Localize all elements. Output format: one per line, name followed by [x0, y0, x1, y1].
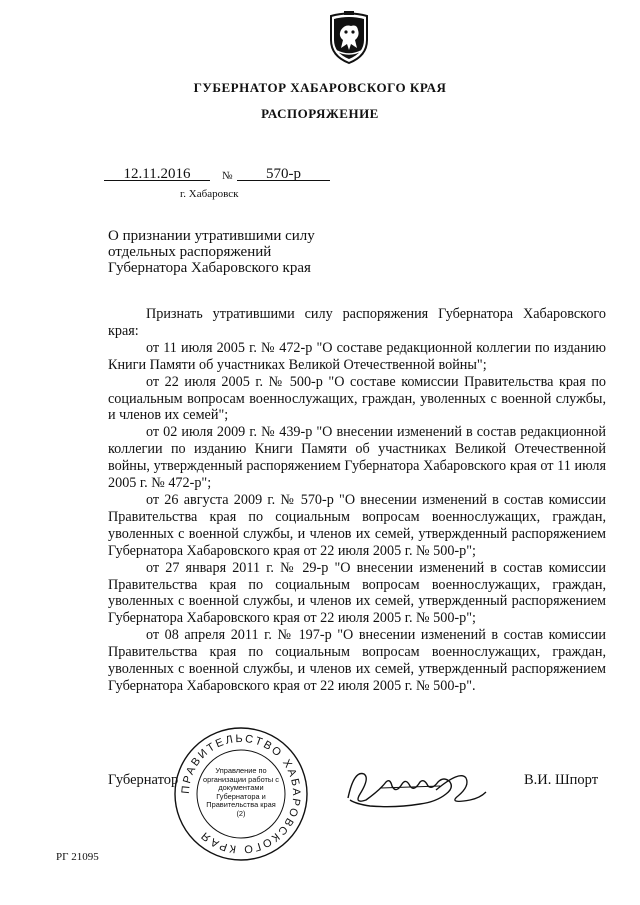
- body-intro: Признать утратившими силу распоряжения Губернатора Хабаровского края:: [108, 306, 606, 339]
- document-subject: О признании утратившими силу отдельных распоряжений Губернатора Хабаровского края: [108, 228, 315, 276]
- body-item: от 11 июля 2005 г. № 472-р "О составе редакционной коллегии по изданию Книги Памяти об участниках Великой Отечественной войны";: [108, 339, 606, 373]
- body-item: от 08 апреля 2011 г. № 197-р "О внесении изменений в состав комиссии Правительства края по социальным вопросам военнослужащих, граждан, уволенных с военной службы, и членов их семей, утвержденный распоряжением Губернатора Хабаровского края от 22 июля 2005 г. № 500-р".: [108, 627, 606, 694]
- stamp-ring-text: ПРАВИТЕЛЬСТВО ХАБАРОВСКОГО КРАЯ: [179, 732, 303, 856]
- body-item: от 02 июля 2009 г. № 439-р "О внесении изменений в состав редакционной коллегии по изданию Книги Памяти об участниках Великой Отечественной войны, утвержденный распоряжением Губернатора Хабаровского края от 11 июля 2005 г. № 472-р";: [108, 424, 606, 492]
- body-item: от 22 июля 2005 г. № 500-р "О составе комиссии Правительства края по социальным вопросам военнослужащих, граждан, уволенных с военной службы, и членов их семей";: [108, 373, 606, 424]
- footer-code: РГ 21095: [56, 851, 99, 863]
- date-field: 12.11.2016: [104, 166, 210, 181]
- signer-name: В.И. Шпорт: [524, 772, 599, 788]
- authority-title: ГУБЕРНАТОР ХАБАРОВСКОГО КРАЯ: [193, 80, 447, 95]
- body-item: от 26 августа 2009 г. № 570-р "О внесении изменений в состав комиссии Правительства края по социальным вопросам военнослужащих, граждан, уволенных с военной службы, и членов их семей, утвержденный распоряжением Губернатора Хабаровского края от 22 июля 2005 г. № 500-р";: [108, 491, 606, 559]
- number-field: 570-р: [237, 166, 330, 181]
- number-sign: №: [222, 170, 233, 182]
- coat-of-arms-icon: [327, 10, 371, 65]
- document-body: [108, 306, 606, 695]
- signer-position: Губернатор: [108, 772, 179, 788]
- official-stamp: [172, 725, 310, 863]
- body-item: от 27 января 2011 г. № 29-р "О внесении изменений в состав комиссии Правительства края по социальным вопросам военнослужащих, граждан, уволенных с военной службы, и членов их семей, утвержденный распоряжением Губернатора Хабаровского края от 22 июля 2005 г. № 500-р";: [108, 559, 606, 627]
- document-type: РАСПОРЯЖЕНИЕ: [261, 106, 379, 121]
- handwritten-signature: [340, 760, 490, 820]
- stamp-inner-text: Управление по организации работы с документами Губернатора и Правительства края (2): [203, 767, 279, 818]
- city: г. Хабаровск: [180, 188, 239, 200]
